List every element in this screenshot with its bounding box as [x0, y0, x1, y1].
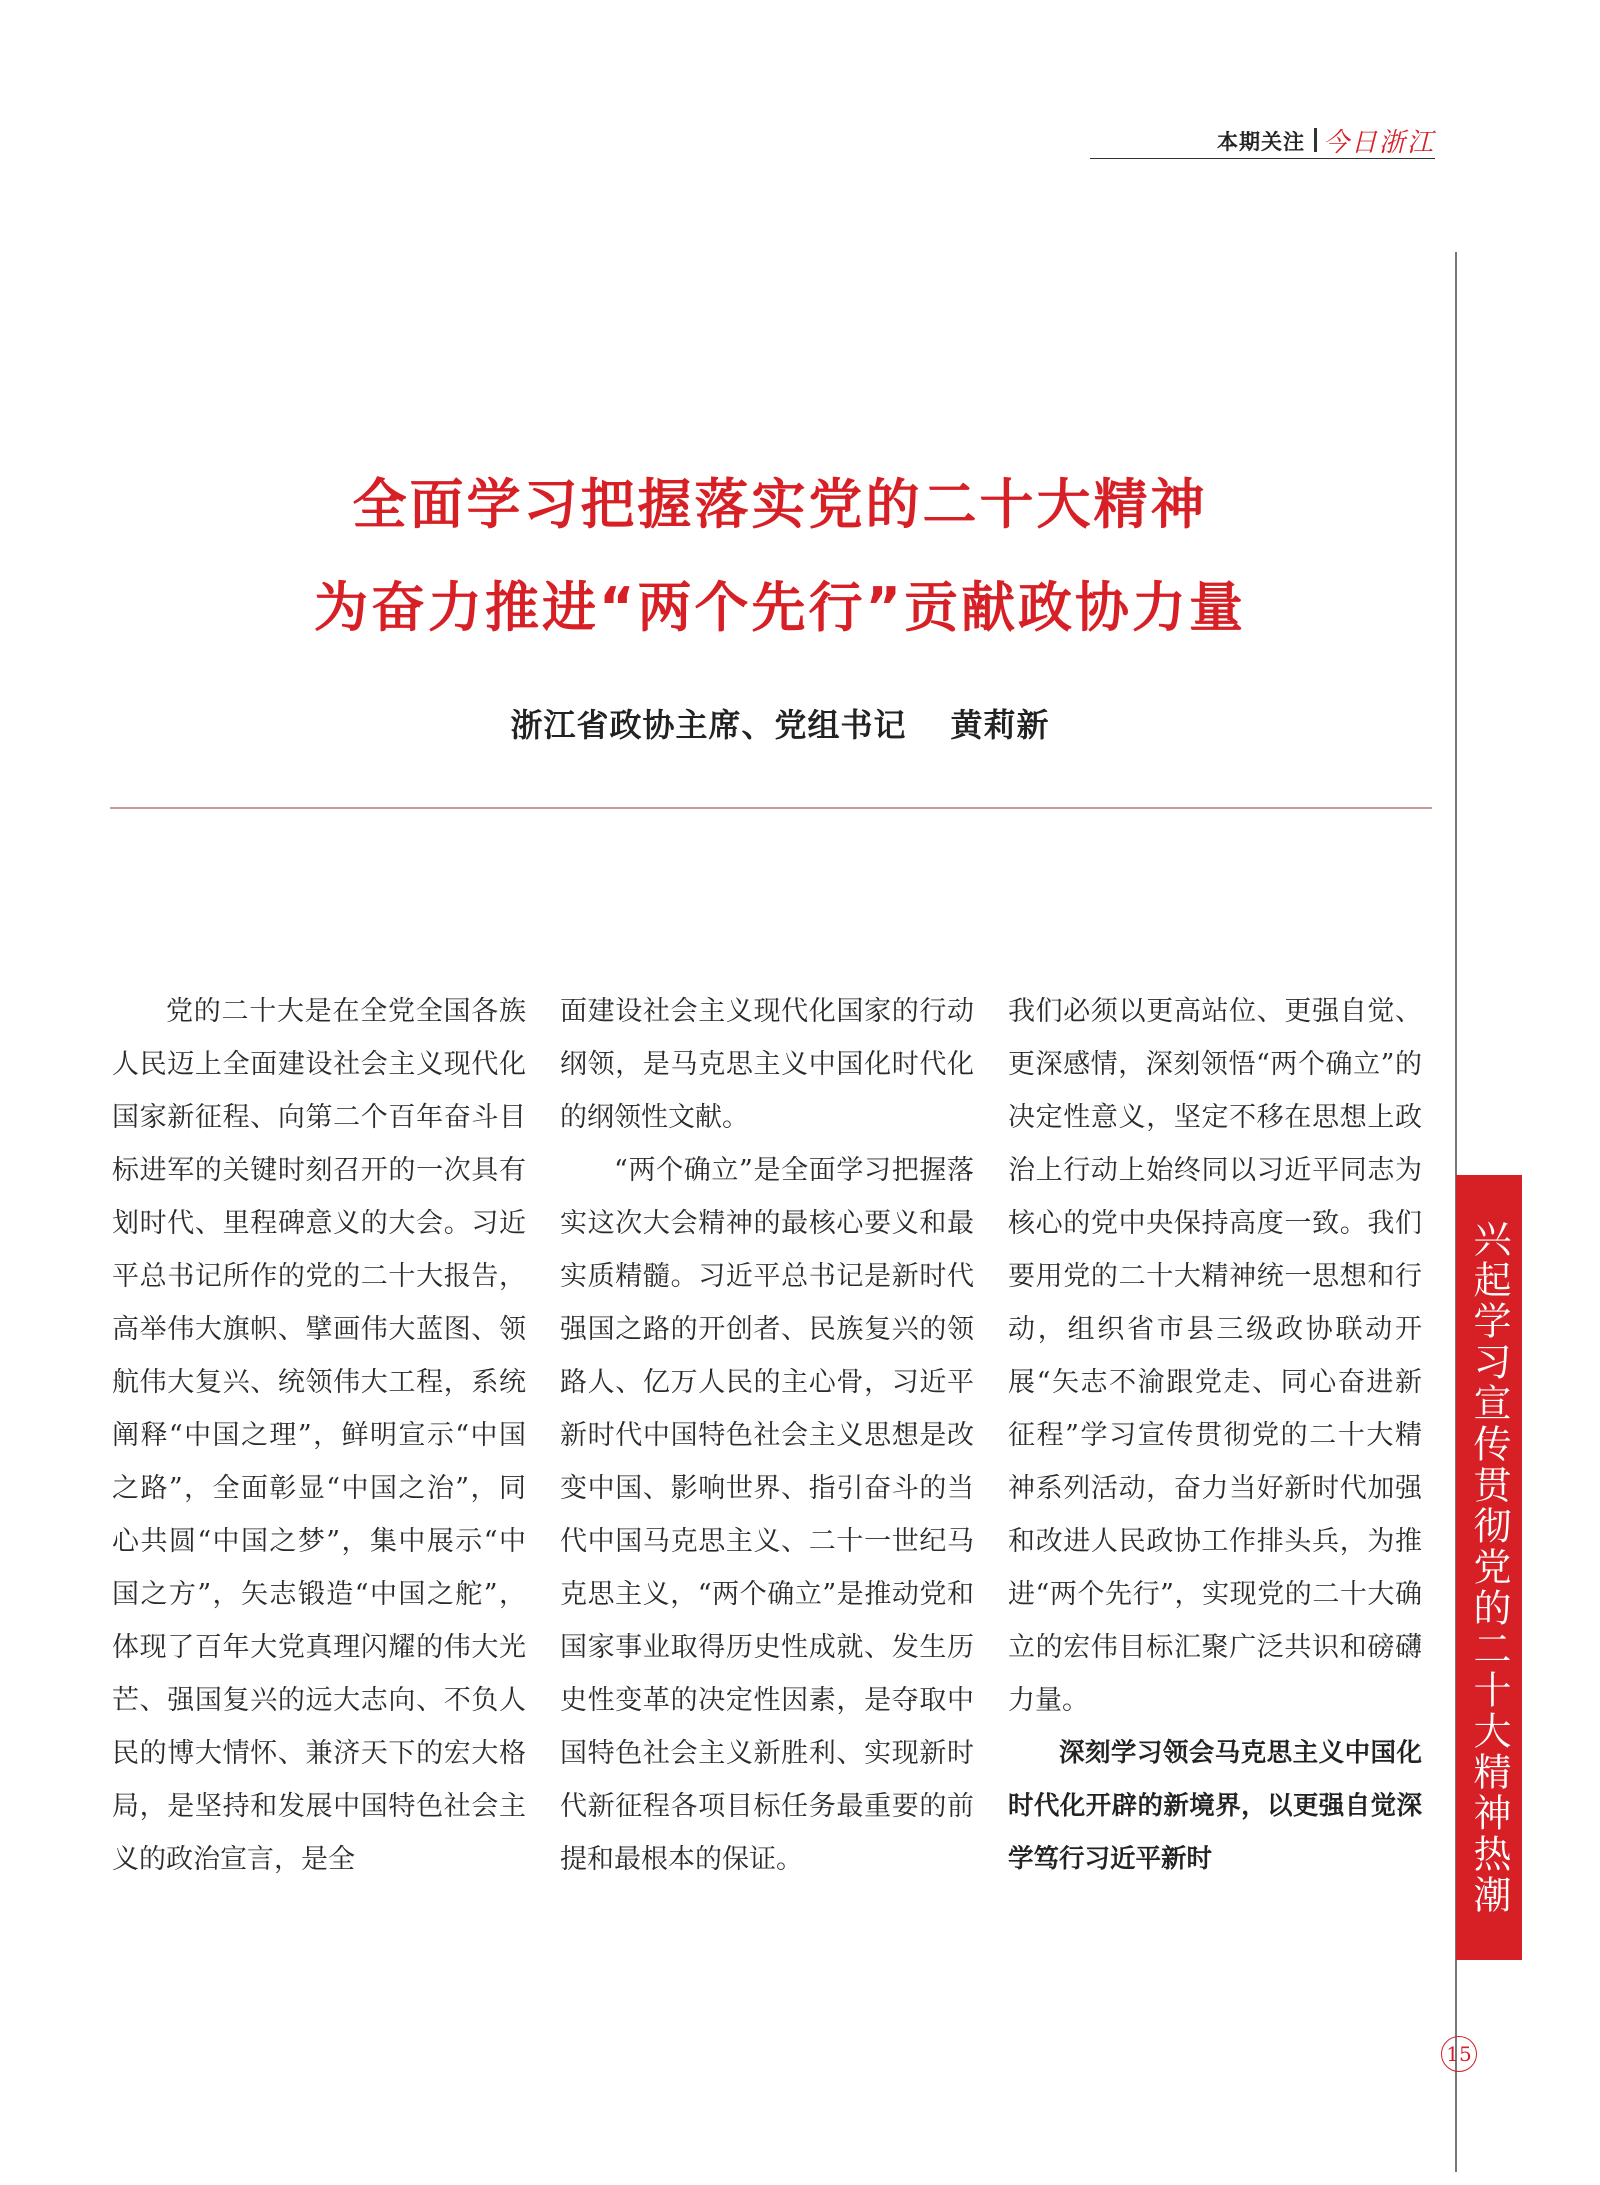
magazine-logo: 今日浙江 — [1322, 128, 1435, 158]
body-column-2 — [560, 985, 974, 1886]
author-position: 浙江省政协主席、党组书记 — [510, 706, 907, 744]
paragraph: 面建设社会主义现代化国家的行动纲领，是马克思主义中国化时代化的纲领性文献。 — [560, 996, 974, 1133]
byline — [80, 700, 1480, 746]
paragraph: 党的二十大是在全党全国各族人民迈上全面建设社会主义现代化国家新征程、向第二个百年奋斗目标进军的关键时刻召开的一次具有划时代、里程碑意义的大会。习近平总书记所作的党的二十大报告，高举伟大旗帜、擘画伟大蓝图、领航伟大复兴、统领伟大工程，系统阐释“中国之理”，鲜明宣示“中国之路”，全面彰显“中国之治”，同心共圆“中国之梦”，集中展示“中国之方”，矢志锻造“中国之舵”，体现了百年大党真理闪耀的伟大光芒、强国复兴的远大志向、不负人民的博大情怀、兼济天下的宏大格局，是坚持和发展中国特色社会主义的政治宣言，是全 — [112, 996, 526, 1875]
section-header — [1090, 122, 1435, 159]
body-column-3 — [1008, 985, 1422, 1886]
body-column-1 — [112, 985, 526, 1886]
page-number: 15 — [1441, 2036, 1477, 2072]
subheading-paragraph: 深刻学习领会马克思主义中国化时代化开辟的新境界，以更强自觉深学笃行习近平新时 — [1008, 1738, 1422, 1874]
title-divider — [110, 807, 1432, 809]
vertical-banner — [1456, 1175, 1522, 1960]
banner-text: 兴起学习宣传贯彻党的二十大精神热潮 — [1467, 1219, 1511, 1916]
paragraph: “两个确立”是全面学习把握落实这次大会精神的最核心要义和最实质精髓。习近平总书记是新时代强国之路的开创者、民族复兴的领路人、亿万人民的主心骨，习近平新时代中国特色社会主义思想是改变中国、影响世界、指引奋斗的当代中国马克思主义、二十一世纪马克思主义，“两个确立”是推动党和国家事业取得历史性成就、发生历史性变革的决定性因素，是夺取中国特色社会主义新胜利、实现新时代新征程各项目标任务最重要的前提和最根本的保证。 — [560, 1155, 974, 1875]
paragraph: 我们必须以更高站位、更强自觉、更深感情，深刻领悟“两个确立”的决定性意义，坚定不移在思想上政治上行动上始终同以习近平同志为核心的党中央保持高度一致。我们要用党的二十大精神统一思想和行动，组织省市县三级政协联动开展“矢志不渝跟党走、同心奋进新征程”学习宣传贯彻党的二十大精神系列活动，奋力当好新时代加强和改进人民政协工作排头兵，为推进“两个先行”，实现党的二十大确立的宏伟目标汇聚广泛共识和磅礴力量。 — [1008, 996, 1422, 1716]
author-name: 黄莉新 — [950, 706, 1050, 744]
header-divider — [1314, 128, 1317, 152]
title-line-2: 为奋力推进“两个先行”贡献政协力量 — [314, 576, 1246, 639]
title-line-1: 全面学习把握落实党的二十大精神 — [352, 473, 1208, 536]
section-label: 本期关注 — [1217, 130, 1305, 154]
